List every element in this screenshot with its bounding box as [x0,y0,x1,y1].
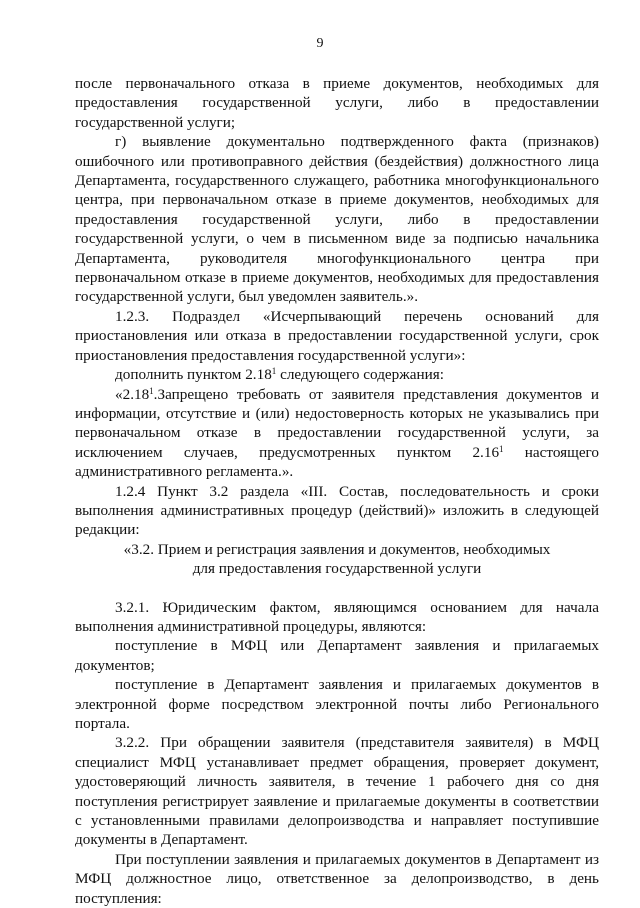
paragraph-add-point [75,365,599,384]
paragraph-3-2-2: 3.2.2. При обращении заявителя (представителя заявителя) в МФЦ специалист МФЦ устанавливает предмет обращения, проверяет документ, удостоверяющий личность заявителя, в течение 1 рабочего дня со дня поступления регистрирует заявление и прилагаемые документы в соответствии с установленными правилами делопроизводства и направляет поступившие документы в Департамент. [75,734,599,849]
page-number: 9 [316,36,324,51]
paragraph-continuation: после первоначального отказа в приеме документов, необходимых для предоставления государственной услуги, либо в предоставлении государственной услуги; [75,75,599,131]
section-heading-line-1: «3.2. Прием и регистрация заявления и документов, необходимых [123,540,551,558]
add-point-text-end: следующего содержания: [276,366,444,384]
paragraph-item-g: г) выявление документально подтвержденного факта (признаков) ошибочного или противоправного действия (бездействия) должностного лица Департамента, государственного служащего, работника многофункционального центра, при первоначальном отказе в приеме документов, необходимых для предоставления государственной услуги, либо в предоставлении государственной услуги, о чем в письменном виде за подписью начальника Департамента, руководителя многофункционального центра при первоначальном отказе в приеме документов, необходимых для предоставления государственной услуги, был уведомлен заявитель.». [75,133,599,306]
add-point-text: дополнить пунктом 2.18 [115,366,272,384]
point-number: «2.18 [115,385,150,403]
point-text-end: настоящего административного регламента.». [75,443,600,481]
superscript: 1 [271,366,277,377]
paragraph-2-18-1 [75,385,599,482]
paragraph-receipt-electronic: поступление в Департамент заявления и прилагаемых документов в электронной форме посредством электронной почты либо Регионального портала. [75,676,599,732]
document-body [75,74,599,908]
section-heading-line-2: для предоставления государственной услуги [192,560,482,578]
paragraph-department-receipt: При поступлении заявления и прилагаемых документов в Департамент из МФЦ должностное лицо, ответственное за делопроизводство, в день поступления: [75,850,599,907]
paragraph-1-2-3: 1.2.3. Подраздел «Исчерпывающий перечень оснований для приостановления или отказа в предоставлении государственной услуги, срок приостановления предоставления государственной услуги»: [75,307,599,364]
paragraph-1-2-4: 1.2.4 Пункт 3.2 раздела «III. Состав, последовательность и сроки выполнения административных процедур (действий)» изложить в следующей редакции: [75,482,599,539]
paragraph-receipt-mfc: поступление в МФЦ или Департамент заявления и прилагаемых документов; [75,637,599,674]
point-text: .Запрещено требовать от заявителя представления документов и информации, отсутствие и (или) недостоверность которых не указывались при первоначальном отказе в предоставлении государственной услуги, за исключением случаев, предусмотренных пунктом 2.16 [75,385,599,461]
paragraph-3-2-1: 3.2.1. Юридическим фактом, являющимся основанием для начала выполнения административной процедуры, являются: [75,598,599,635]
superscript: 1 [149,385,154,396]
superscript: 1 [499,443,504,454]
